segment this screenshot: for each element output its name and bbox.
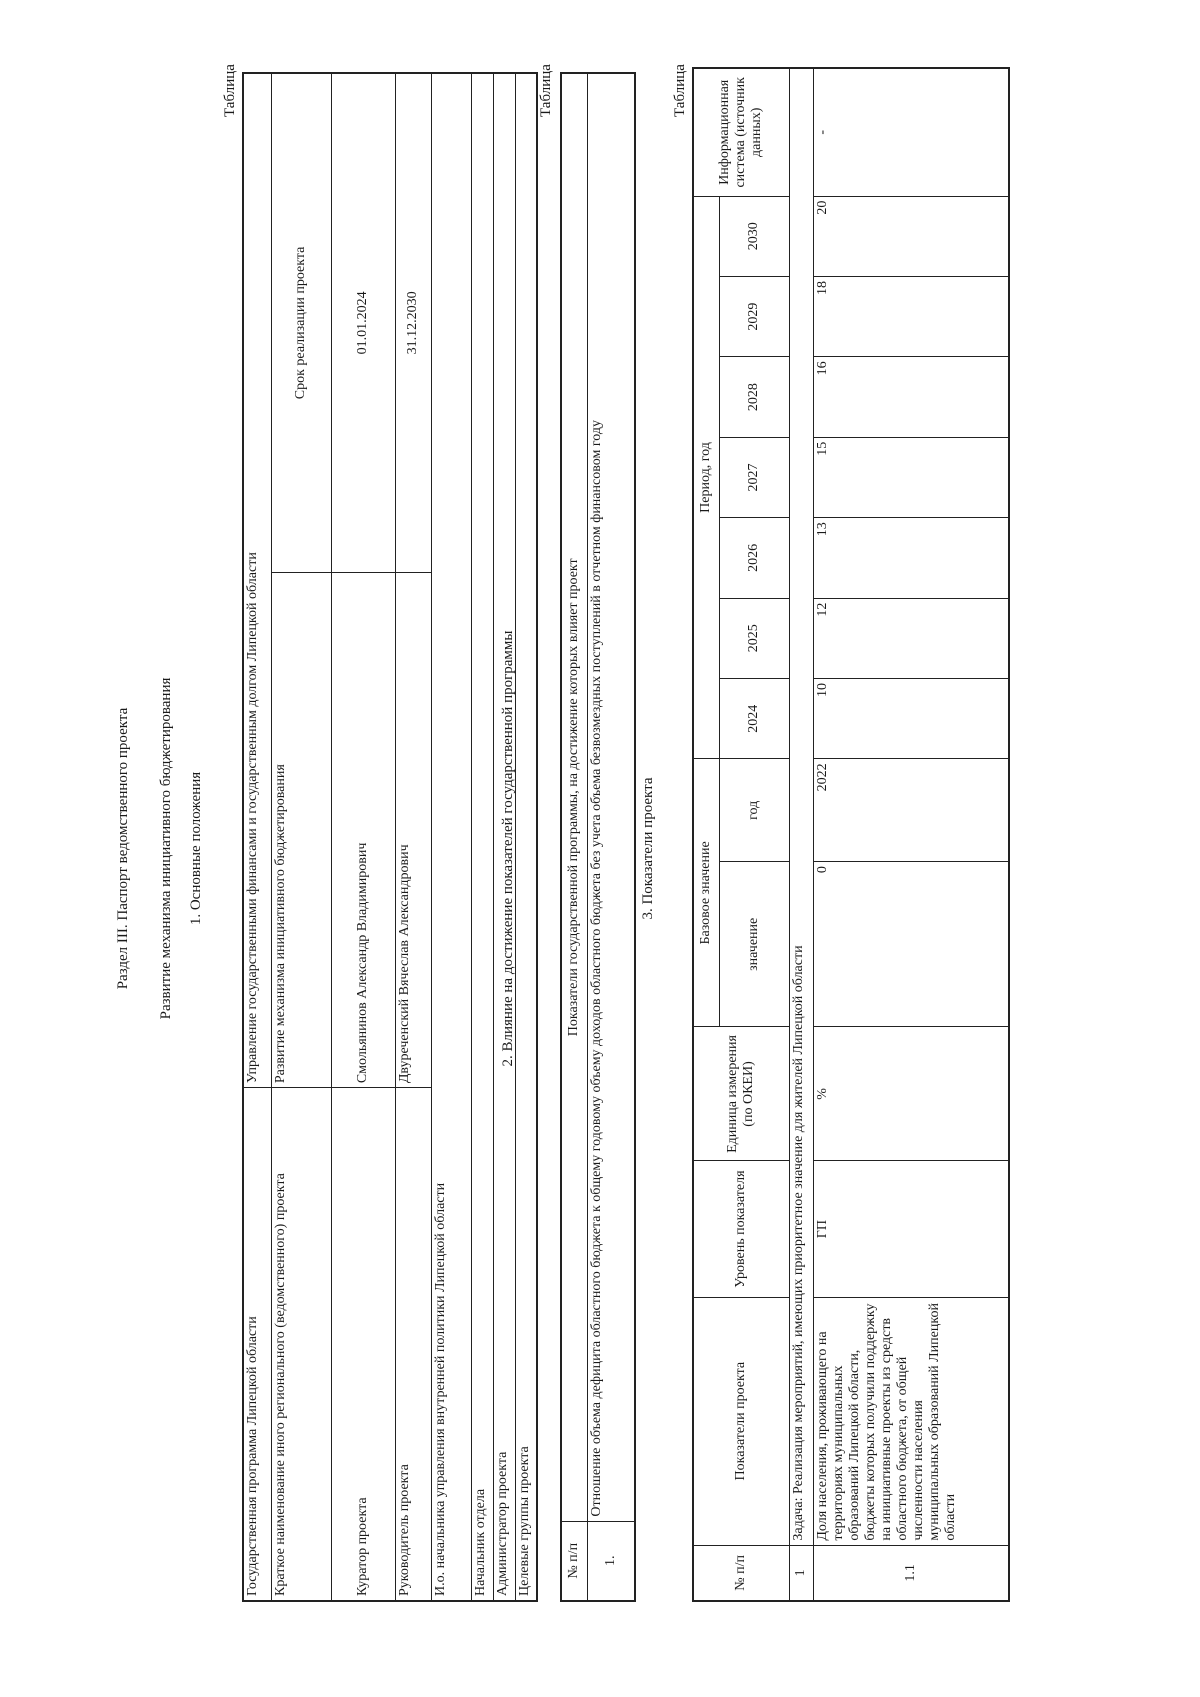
- p3-row-num: 1.1: [813, 1545, 1009, 1601]
- p3-task-row: [789, 68, 813, 1601]
- p3-indicator-row: [813, 68, 1009, 1601]
- indicator-row-num: 1.: [587, 1521, 635, 1601]
- leader-position-row: [471, 73, 493, 1601]
- p3-row-base-year: 2022: [813, 759, 1009, 862]
- p3-year-2024: 2024: [719, 679, 789, 759]
- main-provisions-table: [242, 72, 538, 1602]
- p3-year-2026: 2026: [719, 518, 789, 598]
- term-start: 01.01.2024: [331, 73, 395, 572]
- p3-year-2025: 2025: [719, 598, 789, 678]
- p3-value-2030: 20: [813, 196, 1009, 276]
- short-name-label: Краткое наименование иного регионального (ведомственного) проекта: [271, 1088, 331, 1601]
- part2-heading: 2. Влияние на достижение показателей государственной программы: [500, 630, 516, 1067]
- leader-label: Руководитель проекта: [395, 1088, 431, 1601]
- p3-value-2026: 13: [813, 518, 1009, 598]
- p3-col-indicators: Показатели проекта: [693, 1297, 789, 1545]
- curator-position-row: [431, 73, 471, 1601]
- p3-row-info-system: -: [813, 68, 1009, 196]
- p3-col-level: Уровень показателя: [693, 1161, 789, 1297]
- part3-table-label: Таблица: [672, 64, 688, 117]
- indicator-row-text: Отношение объема дефицита областного бюджета к общему годовому объему доходов областного бюджета без учета объема безвозмездных поступлений в отчетном финансовом году: [587, 73, 635, 1521]
- term-label: Срок реализации проекта: [271, 73, 331, 572]
- p3-value-2027: 15: [813, 437, 1009, 517]
- p3-year-2028: 2028: [719, 357, 789, 437]
- part3-heading: 3. Показатели проекта: [640, 777, 656, 920]
- p3-row-name: Доля населения, проживающего на территориях муниципальных образований Липецкой области, бюджеты которых получили поддержку на инициативные проекты из средств областного бюджета, от общей численности населения муниципальных образований Липецкой области: [813, 1297, 1009, 1545]
- indicator-row: [587, 73, 635, 1601]
- p3-year-2029: 2029: [719, 276, 789, 356]
- p3-value-2025: 12: [813, 598, 1009, 678]
- p3-row-level: ГП: [813, 1161, 1009, 1297]
- p3-year-2030: 2030: [719, 196, 789, 276]
- p3-col-num: № п/п: [693, 1545, 789, 1601]
- part1-heading: 1. Основные положения: [188, 771, 204, 926]
- col-indicator-header: Показатели государственной программы, на достижение которых влияет проект: [561, 73, 587, 1521]
- indicators-header-row: [561, 73, 587, 1601]
- p3-header-row-1: [693, 68, 719, 1601]
- section-title: Раздел III. Паспорт ведомственного проекта: [115, 707, 131, 990]
- p3-col-unit: Единица измерения (по ОКЕИ): [693, 1027, 789, 1161]
- p3-col-base: Базовое значение: [693, 759, 719, 1027]
- p3-value-2029: 18: [813, 276, 1009, 356]
- admin-label: Администратор проекта: [493, 73, 515, 1601]
- leader-position: Начальник отдела: [471, 73, 493, 1601]
- p3-col-period: Период, год: [693, 196, 719, 759]
- short-name-value: Развитие механизма инициативного бюджетирования: [271, 572, 331, 1087]
- project-indicators-table: [692, 67, 1010, 1602]
- p3-row-unit: %: [813, 1027, 1009, 1161]
- part1-table-label: Таблица: [222, 64, 238, 117]
- curator-name: Смольянинов Александр Владимирович: [331, 572, 395, 1087]
- leader-row: [395, 73, 431, 1601]
- p3-col-base-value: значение: [719, 862, 789, 1027]
- target-groups-row: [515, 73, 537, 1601]
- col-num-header: № п/п: [561, 1521, 587, 1601]
- p3-value-2028: 16: [813, 357, 1009, 437]
- target-groups-label: Целевые группы проекта: [515, 73, 537, 1601]
- program-value: Управление государственными финансами и государственным долгом Липецкой области: [243, 73, 271, 1088]
- short-name-row: [271, 73, 331, 1601]
- curator-position: И.о. начальника управления внутренней политики Липецкой области: [431, 73, 471, 1601]
- curator-label: Куратор проекта: [331, 1088, 395, 1601]
- curator-row: [331, 73, 395, 1601]
- p3-year-2027: 2027: [719, 437, 789, 517]
- program-indicators-table: [560, 72, 636, 1602]
- term-end: 31.12.2030: [395, 73, 431, 572]
- p3-row-base-value: 0: [813, 862, 1009, 1027]
- part2-table-label: Таблица: [538, 64, 554, 117]
- p3-task-text: Задача: Реализация мероприятий, имеющих приоритетное значение для жителей Липецкой области: [789, 68, 813, 1545]
- project-title: Развитие механизма инициативного бюджетирования: [158, 677, 174, 1020]
- p3-value-2024: 10: [813, 679, 1009, 759]
- program-row: [243, 73, 271, 1601]
- p3-col-base-year: год: [719, 759, 789, 862]
- p3-task-num: 1: [789, 1545, 813, 1601]
- leader-name: Двуреченский Вячеслав Александрович: [395, 572, 431, 1087]
- program-label: Государственная программа Липецкой области: [243, 1088, 271, 1601]
- p3-col-info-system: Информационная система (источник данных): [693, 68, 789, 196]
